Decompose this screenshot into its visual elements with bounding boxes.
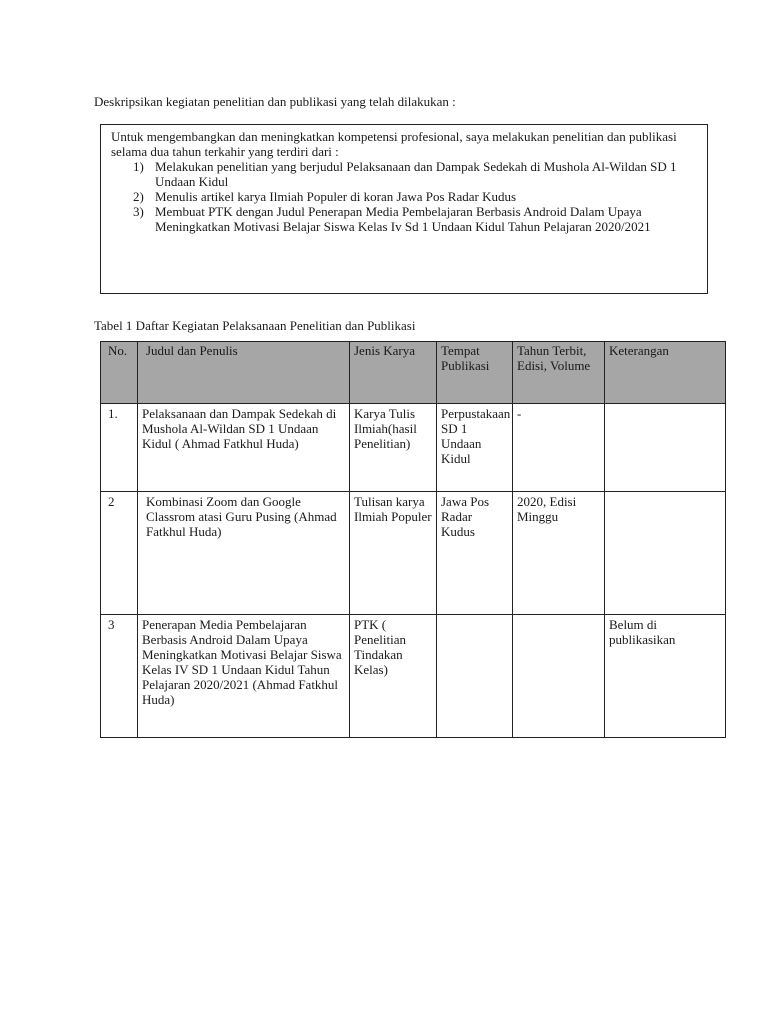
cell-no: 1. xyxy=(101,404,138,492)
intro-text: Deskripsikan kegiatan penelitian dan publikasi yang telah dilakukan : xyxy=(94,94,456,109)
cell-tahun xyxy=(513,615,605,738)
cell-no: 3 xyxy=(101,615,138,738)
activity-item: 2) Menulis artikel karya Ilmiah Populer di koran Jawa Pos Radar Kudus xyxy=(133,189,517,204)
cell-judul: Kombinasi Zoom dan Google Classrom atasi Guru Pusing (Ahmad Fatkhul Huda) xyxy=(138,492,350,615)
cell-jenis: PTK ( Penelitian Tindakan Kelas) xyxy=(350,615,437,738)
header-judul: Judul dan Penulis xyxy=(138,342,350,404)
cell-keterangan xyxy=(605,404,726,492)
cell-judul: Pelaksanaan dan Dampak Sedekah di Mushola Al-Wildan SD 1 Undaan Kidul ( Ahmad Fatkhul Huda) xyxy=(138,404,350,492)
cell-keterangan xyxy=(605,492,726,615)
table-header-row xyxy=(101,342,726,404)
header-keterangan: Keterangan xyxy=(605,342,726,404)
table-row xyxy=(101,615,726,738)
header-jenis: Jenis Karya xyxy=(350,342,437,404)
cell-tempat xyxy=(437,615,513,738)
cell-tempat: Perpustakaan SD 1 Undaan Kidul xyxy=(437,404,513,492)
cell-tahun: - xyxy=(513,404,605,492)
cell-keterangan: Belum di publikasikan xyxy=(605,615,726,738)
header-tempat: Tempat Publikasi xyxy=(437,342,513,404)
table-row xyxy=(101,404,726,492)
table-row xyxy=(101,492,726,615)
description-box xyxy=(100,124,708,294)
activity-list xyxy=(111,159,697,234)
header-tahun: Tahun Terbit, Edisi, Volume xyxy=(513,342,605,404)
activity-item: 3) Membuat PTK dengan Judul Penerapan Media Pembelajaran Berbasis Android Dalam Upaya Meningkatkan Motivasi Belajar Siswa Kelas Iv Sd 1 Undaan Kidul Tahun Pelajaran 2020/2021 xyxy=(133,204,651,234)
cell-no: 2 xyxy=(101,492,138,615)
table-caption: Tabel 1 Daftar Kegiatan Pelaksanaan Penelitian dan Publikasi xyxy=(94,318,416,333)
description-lead: Untuk mengembangkan dan meningkatkan kompetensi profesional, saya melakukan penelitian dan publikasi selama dua tahun terkahir yang terdiri dari : xyxy=(111,129,677,159)
header-no: No. xyxy=(101,342,138,404)
activity-table xyxy=(100,341,726,738)
cell-tahun: 2020, Edisi Minggu xyxy=(513,492,605,615)
cell-tempat: Jawa Pos Radar Kudus xyxy=(437,492,513,615)
cell-jenis: Tulisan karya Ilmiah Populer xyxy=(350,492,437,615)
activity-item: 1) Melakukan penelitian yang berjudul Pelaksanaan dan Dampak Sedekah di Mushola Al-Wildan SD 1 Undaan Kidul xyxy=(133,159,677,189)
cell-judul: Penerapan Media Pembelajaran Berbasis Android Dalam Upaya Meningkatkan Motivasi Belajar Siswa Kelas IV SD 1 Undaan Kidul Tahun Pelajaran 2020/2021 (Ahmad Fatkhul Huda) xyxy=(138,615,350,738)
cell-jenis: Karya Tulis Ilmiah(hasil Penelitian) xyxy=(350,404,437,492)
